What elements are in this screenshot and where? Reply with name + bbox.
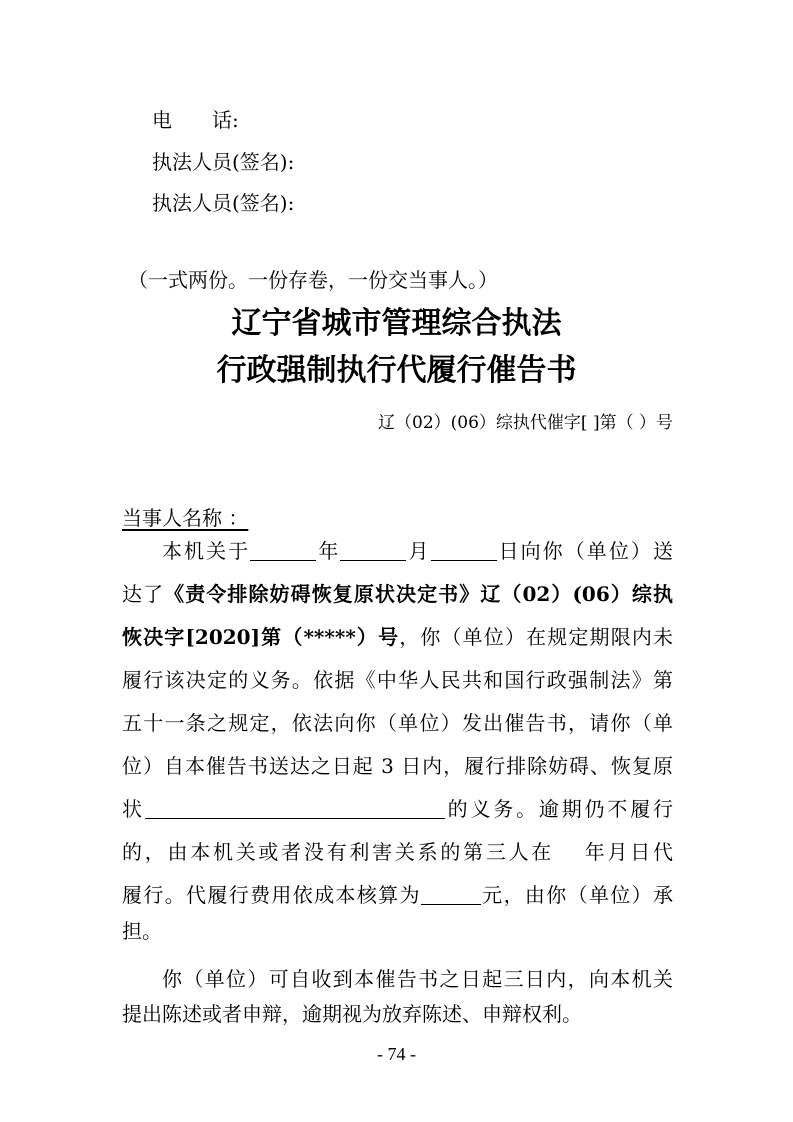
officer-signature-label-1: 执法人员(签名): [152, 150, 295, 174]
copies-note: （一式两份。一份存卷，一份交当事人。） [128, 268, 498, 292]
body-text: 的，由本机关或者没有利害关系的第三人在 [122, 840, 555, 864]
body-text: 元，由你（单位）承 [480, 883, 674, 907]
body-line-6: 位）自本催告书送达之日起 3 日内，履行排除妨碍、恢复原 [122, 754, 673, 778]
blank-field [145, 798, 445, 819]
body-text: 达了 [122, 582, 165, 606]
body-text: 月 [406, 539, 431, 563]
document-title-line-2: 行政强制执行代履行催告书 [216, 353, 577, 388]
officer-signature-label-2: 执法人员(签名): [152, 191, 295, 215]
body-line-2 [122, 580, 673, 608]
body-line-4: 履行该决定的义务。依据《中华人民共和国行政强制法》第 [122, 668, 673, 692]
body-line-5: 五十一条之规定，依法向你（单位）发出催告书，请你（单 [122, 711, 673, 735]
body-text: 履行。代履行费用依成本核算为 [122, 883, 421, 907]
body-text: 日向你（单位）送 [496, 539, 673, 563]
body-line-3 [122, 623, 673, 651]
phone-label: 电 话: [152, 108, 239, 132]
document-title-line-1: 辽宁省城市管理综合执法 [231, 306, 562, 341]
document-number: 辽（02）(06）综执代催字[ ]第（ ）号 [378, 413, 673, 433]
party-name-label: 当事人名称 ： [122, 506, 249, 530]
body-line-10: 担。 [122, 919, 162, 943]
body-text: 本机关于 [162, 539, 251, 563]
body-text: 的义务。逾期仍不履行 [444, 797, 674, 821]
body-line-11: 你（单位）可自收到本催告书之日起三日内，向本机关 [162, 967, 673, 991]
body-text: ，你（单位）在规定期限内未 [399, 625, 673, 649]
blank-field [340, 540, 406, 561]
body-text: 年 [582, 840, 608, 864]
body-text: 状 [122, 797, 145, 821]
body-line-9 [122, 881, 673, 909]
body-text: 日代 [630, 840, 674, 864]
body-text: 年 [316, 539, 341, 563]
page-number: - 74 - [377, 1044, 416, 1064]
body-line-1 [162, 537, 673, 565]
body-line-7 [122, 795, 673, 823]
body-text: 月 [607, 840, 631, 864]
blank-field [431, 540, 497, 561]
blank-field [250, 540, 316, 561]
body-line-12: 提出陈述或者申辩，逾期视为放弃陈述、申辩权利。 [122, 1002, 582, 1026]
decision-reference: 《责令排除妨碍恢复原状决定书》辽（02）(06）综执 [164, 582, 673, 606]
decision-number: 恢决字[2020]第（*****）号 [122, 625, 400, 649]
body-line-8 [122, 838, 673, 866]
blank-field [421, 884, 481, 905]
